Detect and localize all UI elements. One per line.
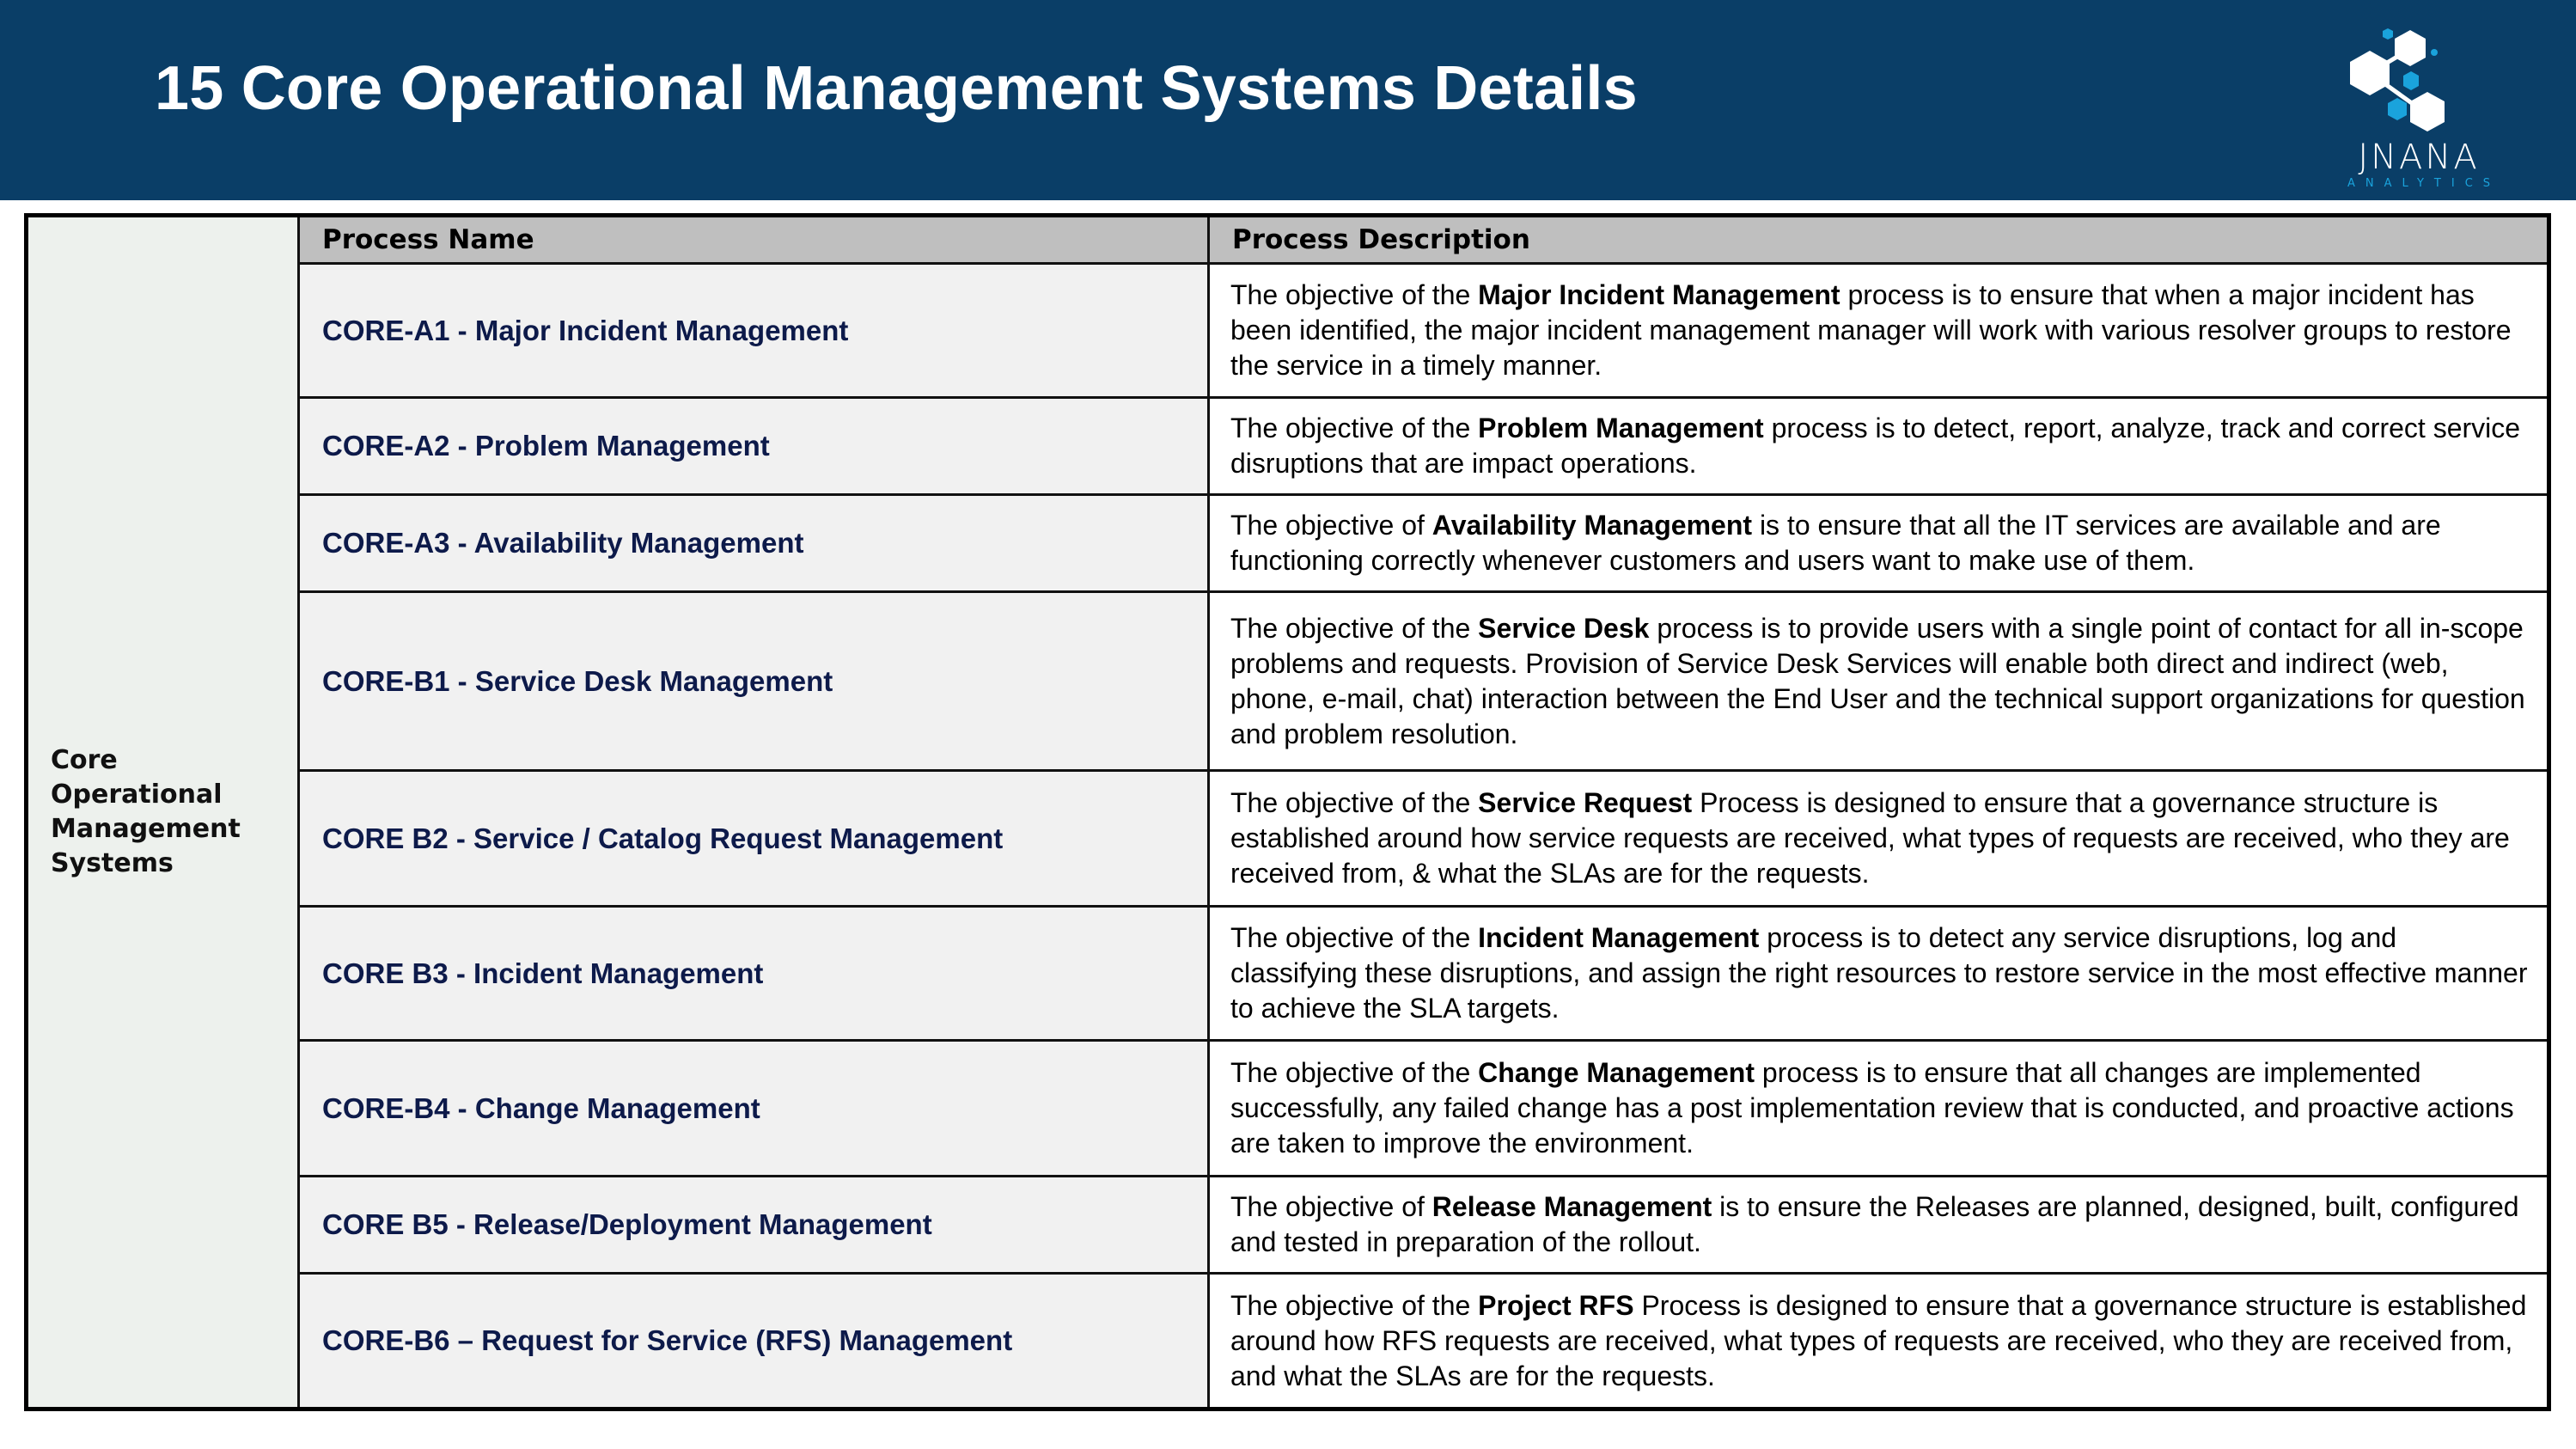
process-description-cell — [1209, 1041, 2549, 1177]
description-text: The objective of the — [1230, 922, 1479, 953]
description-text: The objective of the — [1230, 413, 1479, 443]
table-row — [27, 592, 2549, 771]
logo-wordmark: JNANA — [2358, 138, 2480, 177]
description-emphasis: Service Request — [1478, 787, 1693, 818]
description-text: is to ensure that all the IT services are available and are functioning correctly whenever customers and users want to make use of them. — [1230, 510, 2441, 576]
table-row — [27, 1177, 2549, 1274]
description-emphasis: Availability Management — [1431, 510, 1753, 541]
hexagon-network-logo-icon — [2333, 21, 2505, 138]
description-text: Process is designed to ensure that a governance structure is established around how RFS requests are received, what types of requests are received, who they are received from, and what the SLAs are for the requests. — [1230, 1289, 2527, 1391]
table-row — [27, 264, 2549, 398]
process-name-cell: CORE B3 - Incident Management — [299, 907, 1209, 1041]
description-text: The objective of the — [1230, 279, 1479, 310]
description-text: Process is designed to ensure that a governance structure is established around how service requests are received, what types of requests are received, who they are received from, & what the SLAs are for the requests. — [1230, 787, 2510, 889]
description-text: The objective of the — [1230, 612, 1479, 644]
column-header-process-name: Process Name — [299, 216, 1209, 264]
table-row — [27, 398, 2549, 495]
process-name-cell: CORE-B4 - Change Management — [299, 1041, 1209, 1177]
category-label: Core Operational Management Systems — [51, 745, 241, 878]
description-text: process is to ensure that all changes are implemented successfully, any failed change has a post implementation review that is conducted, and proactive actions are taken to improve the environment. — [1230, 1057, 2514, 1159]
process-description-cell — [1209, 771, 2549, 907]
description-text: process is to detect, report, analyze, track and correct service disruptions that are impact operations. — [1230, 413, 2521, 479]
process-description-cell — [1209, 495, 2549, 592]
description-text: The objective of the — [1230, 1057, 1479, 1088]
process-table — [24, 213, 2551, 1411]
company-logo — [2333, 21, 2505, 193]
table-row — [27, 495, 2549, 592]
table-row — [27, 907, 2549, 1041]
process-name-cell: CORE-A1 - Major Incident Management — [299, 264, 1209, 398]
page-title: 15 Core Operational Management Systems Details — [155, 54, 1638, 123]
process-description-cell — [1209, 398, 2549, 495]
description-emphasis: Problem Management — [1478, 413, 1764, 443]
process-name-cell: CORE B2 - Service / Catalog Request Management — [299, 771, 1209, 907]
table-row — [27, 771, 2549, 907]
description-text: is to ensure the Releases are planned, designed, built, configured and tested in preparation of the rollout. — [1230, 1191, 2519, 1257]
process-name-cell: CORE-B1 - Service Desk Management — [299, 592, 1209, 771]
process-description-cell — [1209, 264, 2549, 398]
category-cell — [27, 216, 299, 1409]
table-row — [27, 1274, 2549, 1409]
description-text: The objective of the — [1230, 787, 1479, 818]
process-name-cell: CORE-A3 - Availability Management — [299, 495, 1209, 592]
description-text: The objective of the — [1230, 1289, 1479, 1321]
header-band — [0, 0, 2576, 200]
description-emphasis: Incident Management — [1478, 922, 1760, 953]
description-emphasis: Service Desk — [1478, 612, 1650, 644]
description-emphasis: Release Management — [1431, 1191, 1712, 1222]
table-row — [27, 1041, 2549, 1177]
logo-subtitle: ANALYTICS — [2347, 177, 2501, 190]
description-text: process is to provide users with a single point of contact for all in-scope problems and requests. Provision of Service Desk Services will enable both direct and indirect (web, phone, e-mail, chat) interaction between the End User and the technical support organizations for question and problem resolution. — [1230, 612, 2525, 749]
process-name-cell: CORE-B6 – Request for Service (RFS) Management — [299, 1274, 1209, 1409]
process-name-cell: CORE B5 - Release/Deployment Management — [299, 1177, 1209, 1274]
process-name-cell: CORE-A2 - Problem Management — [299, 398, 1209, 495]
process-description-cell — [1209, 1177, 2549, 1274]
description-text: process is to detect any service disruptions, log and classifying these disruptions, and assign the right resources to restore service in the most effective manner to achieve the SLA targets. — [1230, 922, 2528, 1024]
description-text: The objective of — [1230, 1191, 1432, 1222]
description-text: process is to ensure that when a major incident has been identified, the major incident management manager will work with various resolver groups to restore the service in a timely manner. — [1230, 279, 2512, 381]
column-header-process-description: Process Description — [1209, 216, 2549, 264]
description-text: The objective of — [1230, 510, 1432, 541]
table-header-row — [27, 216, 2549, 264]
description-emphasis: Major Incident Management — [1478, 279, 1840, 310]
description-emphasis: Project RFS — [1478, 1289, 1634, 1321]
description-emphasis: Change Management — [1478, 1057, 1755, 1088]
process-description-cell — [1209, 592, 2549, 771]
process-description-cell — [1209, 1274, 2549, 1409]
process-description-cell — [1209, 907, 2549, 1041]
